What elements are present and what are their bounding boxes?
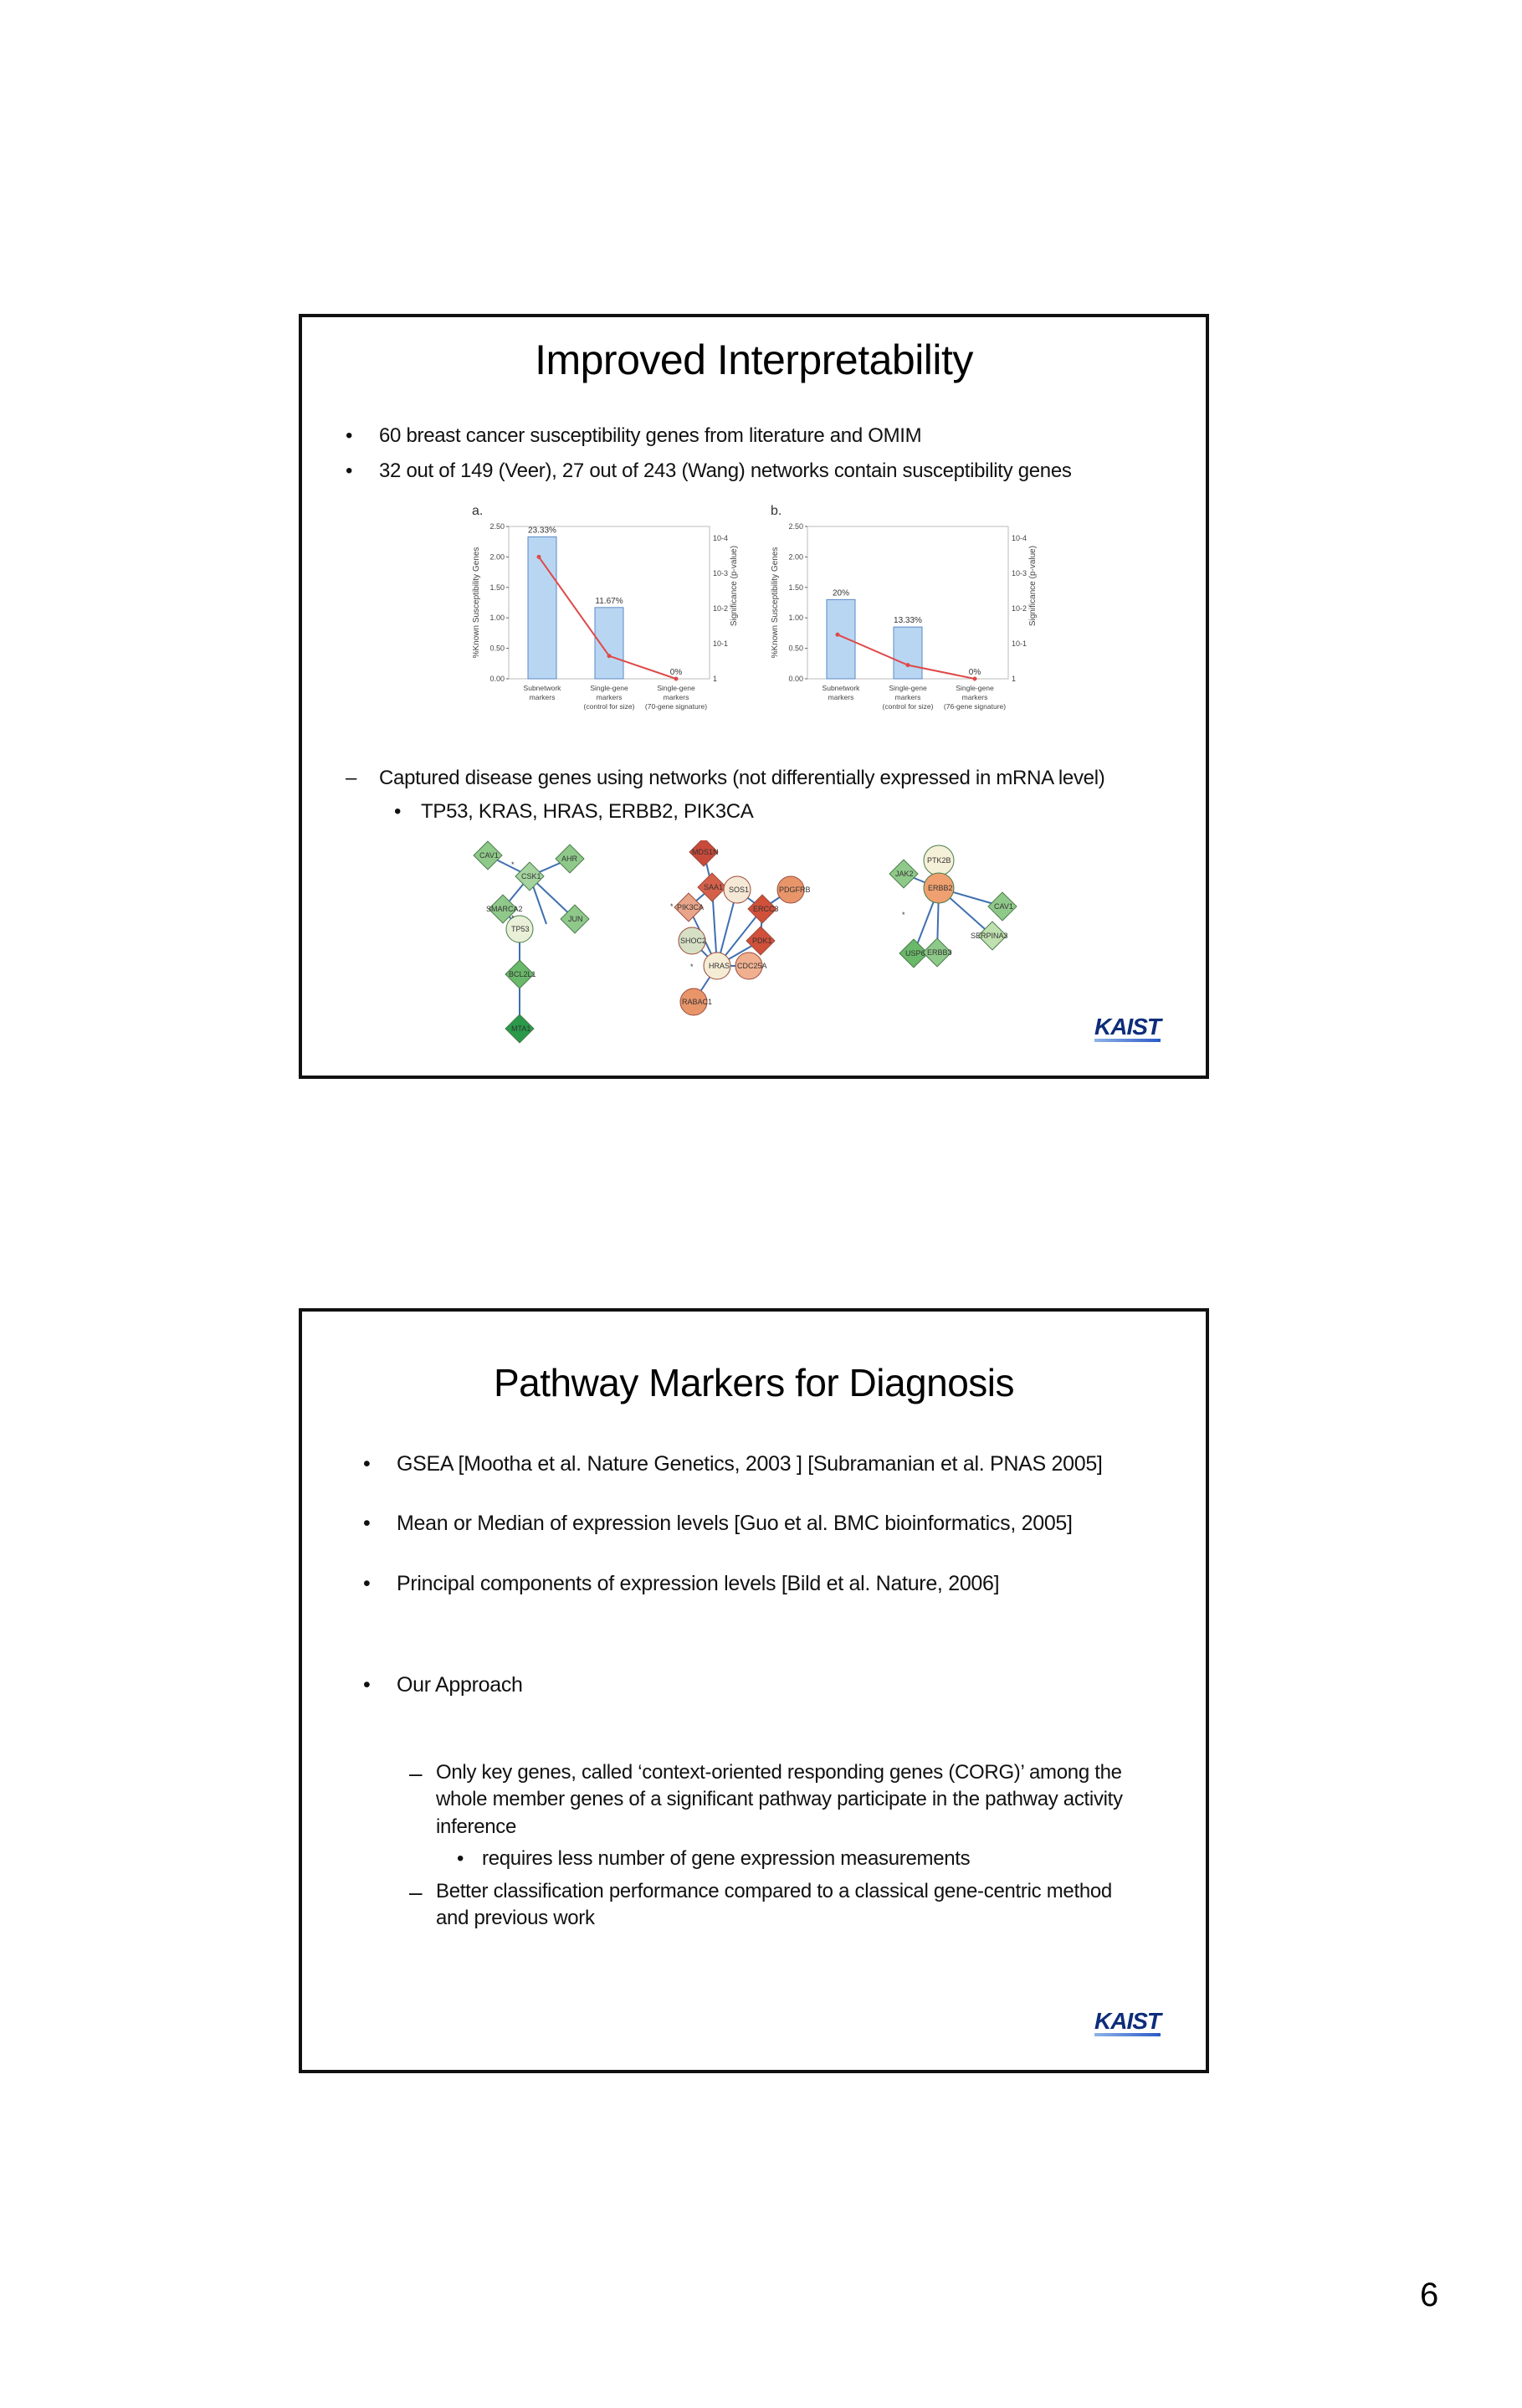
asterisk-icon: * — [902, 911, 905, 919]
bullet-list — [363, 1451, 1103, 1732]
x-tick-label: Single-gene markers (76-gene signature) — [943, 684, 1007, 711]
slide-pathway-markers — [299, 1308, 1209, 2073]
gene-label: MTA1 — [511, 1024, 531, 1033]
gene-label: CDC25A — [737, 962, 767, 970]
y2-tick-label: 10-1 — [713, 639, 729, 648]
bullet-list — [346, 424, 1072, 494]
x-tick-label: Subnetwork markers — [822, 684, 860, 701]
gene-label: JAK2 — [895, 870, 914, 878]
y2-tick-label: 10-4 — [1012, 534, 1027, 542]
y2-tick-label: 1 — [713, 675, 718, 683]
y2-tick-label: 1 — [1012, 675, 1017, 683]
bar-value-label: 13.33% — [894, 616, 922, 626]
gene-label: ERBB2 — [928, 884, 953, 892]
bullet-item: • Principal components of expression levels [Bild et al. Nature, 2006] — [363, 1571, 1000, 1595]
y2-tick-label: 10-3 — [1012, 569, 1027, 578]
x-tick-label: Single-gene markers (70-gene signature) — [644, 684, 708, 711]
gene-label: AHR — [561, 855, 578, 863]
bar — [827, 599, 855, 679]
slide-improved-interpretability — [299, 314, 1209, 1079]
network-diagram-2 — [670, 840, 838, 1058]
gene-label: SHOC2 — [680, 937, 707, 945]
gene-label: PDK1 — [752, 937, 772, 945]
y-tick-label: 1.50 — [788, 583, 803, 592]
significance-point — [836, 633, 840, 637]
gene-label: USP6 — [905, 949, 925, 958]
y-tick-label: 2.50 — [489, 522, 505, 531]
y-tick-label: 0.00 — [788, 675, 803, 683]
gene-label: PTK2B — [927, 856, 951, 865]
y-tick-label: 2.50 — [788, 522, 803, 531]
bar — [528, 537, 556, 679]
significance-point — [973, 677, 977, 681]
y2-tick-label: 10-4 — [713, 534, 729, 542]
sub-list — [409, 1759, 1147, 1932]
bullet-item: • Mean or Median of expression levels [Guo et al. BMC bioinformatics, 2005] — [363, 1512, 1073, 1536]
asterisk-icon: * — [511, 860, 515, 869]
sub-bullet-item: • requires less number of gene expression measurements — [457, 1847, 971, 1871]
dash-item: – Captured disease genes using networks (not differentially expressed in mRNA level) — [346, 767, 1105, 789]
network-diagram-1 — [469, 840, 628, 1058]
gene-label: ERBB3 — [927, 948, 952, 957]
gene-label: MDS1N — [692, 848, 719, 856]
gene-label: CSK1 — [521, 872, 541, 881]
gene-label: CAV1 — [994, 902, 1013, 911]
dash-item: – Only key genes, called ‘context-oriented responding genes (CORG)’ among the whole member genes of a significant pathway participate in the pathway activity inference — [409, 1760, 1123, 1838]
bar-value-label: 23.33% — [528, 526, 556, 536]
x-tick-label: Single-gene markers (control for size) — [882, 684, 934, 711]
slide-title: Improved Interpretability — [535, 336, 973, 383]
y-axis-label: %Known Susceptibility Genes — [771, 547, 780, 659]
kaist-logo: KAIST — [1094, 1014, 1161, 1042]
bullet-item: • 60 breast cancer susceptibility genes from literature and OMIM — [346, 424, 922, 447]
gene-label: TP53 — [511, 925, 530, 933]
gene-label: RABAC1 — [682, 998, 713, 1006]
y-tick-label: 2.00 — [788, 552, 803, 562]
x-tick-label: Subnetwork markers — [523, 684, 561, 701]
asterisk-icon: * — [670, 902, 674, 911]
y2-axis-label: Significance (p-value) — [730, 545, 739, 627]
slide-title: Pathway Markers for Diagnosis — [493, 1361, 1015, 1404]
significance-point — [607, 654, 612, 658]
y-tick-label: 2.00 — [489, 552, 505, 562]
bullet-item: • 32 out of 149 (Veer), 27 out of 243 (Wang) networks contain susceptibility genes — [346, 460, 1072, 482]
gene-label: SAA1 — [704, 883, 724, 891]
x-tick-label: Single-gene markers (control for size) — [583, 684, 635, 711]
gene-label: HRAS — [709, 962, 730, 970]
y-axis-label: %Known Susceptibility Genes — [472, 547, 481, 659]
y2-axis-label: Significance (p-value) — [1028, 545, 1038, 627]
significance-point — [674, 677, 679, 681]
page-number: 6 — [1420, 2277, 1439, 2313]
gene-label: PDGFRB — [779, 886, 811, 894]
bar-value-label: 20% — [832, 588, 850, 598]
gene-label: JUN — [568, 915, 583, 923]
y-tick-label: 0.00 — [489, 675, 505, 683]
bar-value-label: 0% — [669, 668, 683, 677]
chart-panel-b — [764, 503, 1040, 758]
bar — [894, 627, 922, 679]
y-tick-label: 0.50 — [788, 644, 803, 653]
gene-label: PIK3CA — [677, 903, 705, 911]
bullet-item: • GSEA [Mootha et al. Nature Genetics, 2003 ] [Subramanian et al. PNAS 2005] — [363, 1452, 1103, 1476]
y2-tick-label: 10-2 — [1012, 604, 1027, 613]
y2-tick-label: 10-2 — [713, 604, 729, 613]
y-tick-label: 1.00 — [489, 614, 505, 623]
gene-label: ERCC3 — [753, 905, 779, 913]
panel-label: a. — [472, 504, 484, 518]
gene-label: SERPINA3 — [971, 932, 1008, 940]
significance-point — [537, 555, 541, 559]
gene-label: SOS1 — [729, 886, 750, 894]
kaist-logo: KAIST — [1094, 2008, 1161, 2036]
bullet-item: • Our Approach — [363, 1672, 523, 1697]
gene-label: BCL2L1 — [509, 970, 536, 978]
significance-point — [906, 663, 910, 667]
gene-label: SMARCA2 — [486, 905, 523, 913]
y2-tick-label: 10-1 — [1012, 639, 1027, 648]
y-tick-label: 1.50 — [489, 583, 505, 592]
bar-value-label: 0% — [968, 668, 981, 677]
gene-label: CAV1 — [479, 851, 499, 860]
y-tick-label: 0.50 — [489, 644, 505, 653]
asterisk-icon: * — [511, 914, 515, 922]
asterisk-icon: * — [690, 963, 694, 971]
panel-label: b. — [771, 504, 782, 518]
y2-tick-label: 10-3 — [713, 569, 729, 578]
sub-bullet-item: • TP53, KRAS, HRAS, ERBB2, PIK3CA — [394, 800, 754, 823]
y-tick-label: 1.00 — [788, 614, 803, 623]
chart-panel-a — [465, 503, 741, 758]
dash-item: – Better classification performance compared to a classical gene-centric method and previous work — [409, 1878, 1112, 1929]
bar-value-label: 11.67% — [595, 596, 623, 606]
network-diagram-3 — [884, 840, 1051, 1058]
